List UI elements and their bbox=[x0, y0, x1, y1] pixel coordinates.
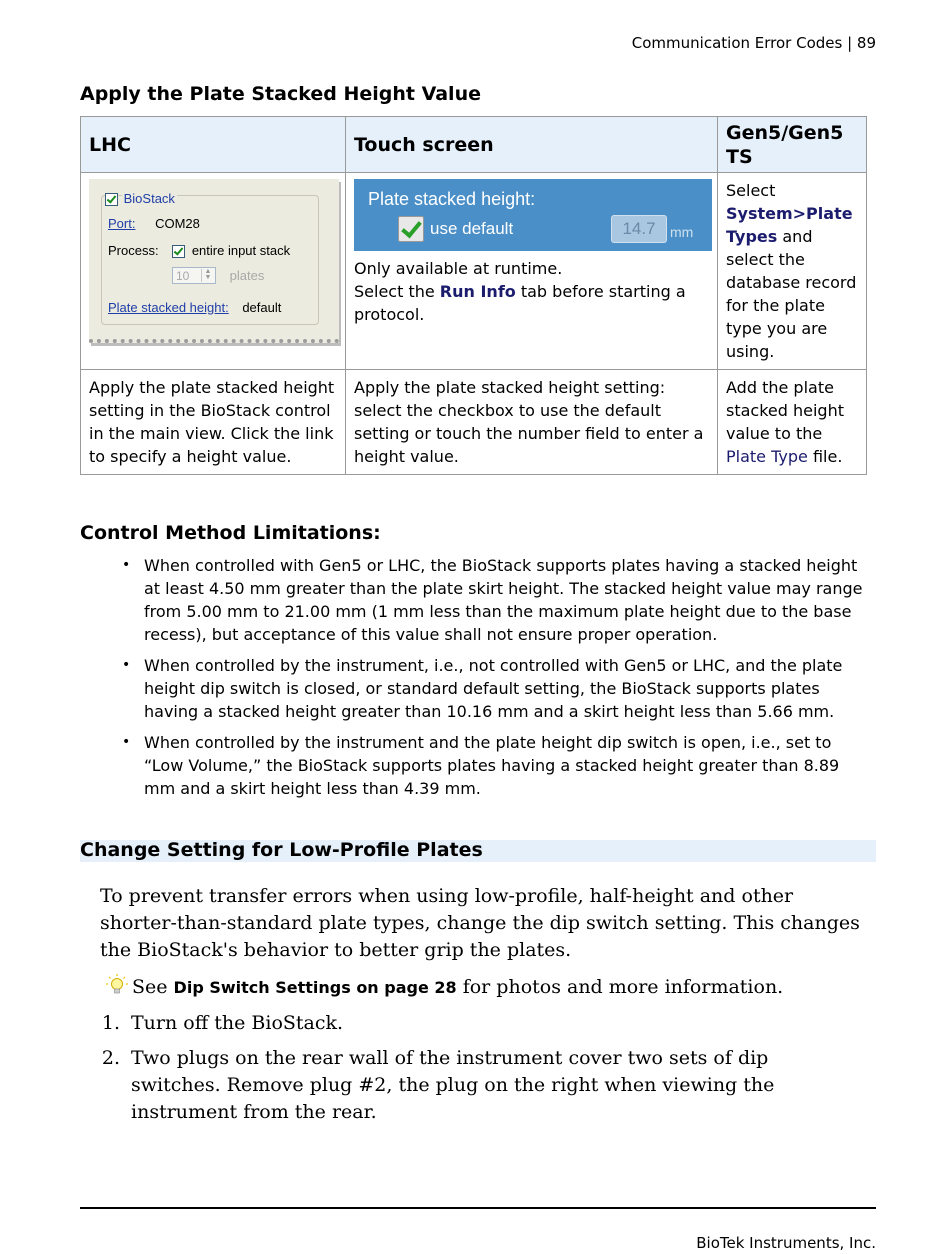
gen5-instructions-cell bbox=[718, 370, 867, 475]
list-item: • When controlled by the instrument, i.e., not controlled with Gen5 or LHC, and the plate height dip switch is closed, or standard default setting, the BioStack supports plates having a stacked height greater than 10.16 mm and a skirt height less than 5.66 mm. bbox=[122, 654, 874, 723]
spinner-arrows-icon[interactable]: ▲ ▼ bbox=[201, 269, 214, 282]
section-title-low-profile: Change Setting for Low-Profile Plates bbox=[80, 839, 483, 861]
lightbulb-icon bbox=[106, 974, 128, 996]
table-header-row bbox=[81, 117, 867, 173]
list-item: • When controlled with Gen5 or LHC, the BioStack supports plates having a stacked height at least 4.50 mm greater than the plate skirt height. The stacked height value may range from 5.00 mm to 21.00 mm (1 mm less than the maximum plate height due to the base recess), but acceptance of this value shall not ensure proper operation. bbox=[122, 554, 874, 646]
table-row bbox=[81, 370, 867, 475]
lhc-port-link[interactable]: Port: bbox=[108, 216, 136, 231]
tip-paragraph bbox=[106, 974, 876, 1001]
lhc-port-value: COM28 bbox=[155, 216, 200, 231]
gen5-cell bbox=[718, 173, 867, 370]
checkbox-checked-icon[interactable] bbox=[172, 245, 185, 258]
column-header-lhc: LHC bbox=[81, 117, 346, 173]
lhc-plate-stacked-height-value: default bbox=[242, 300, 282, 315]
use-default-checkbox-icon[interactable] bbox=[398, 216, 424, 242]
touch-note-text: Select the bbox=[354, 282, 440, 301]
lhc-plates-spinner[interactable] bbox=[172, 267, 216, 284]
touch-runtime-note: Only available at runtime. bbox=[354, 259, 563, 278]
run-info-link[interactable]: Run Info bbox=[439, 282, 516, 301]
list-item: • When controlled by the instrument and the plate height dip switch is open, i.e., set to “Low Volume,” the BioStack supports plates having a stacked height greater than 8.89 mm and a skirt height less than 4.39 mm. bbox=[122, 731, 874, 800]
lhc-plates-row bbox=[172, 264, 264, 287]
touch-unit-label: mm bbox=[670, 224, 694, 240]
low-profile-intro: To prevent transfer errors when using low-profile, half-height and other shorter-than-standard plate types, change the dip switch setting. This changes the BioStack's behavior to better grip the plates. bbox=[100, 885, 860, 961]
touch-height-number-field[interactable]: 14.7 bbox=[611, 215, 667, 243]
lhc-image-cell bbox=[81, 173, 346, 370]
dip-switch-settings-link[interactable]: Dip Switch Settings on page 28 bbox=[173, 978, 457, 997]
touch-use-default-label: use default bbox=[430, 219, 514, 238]
touch-panel-title: Plate stacked height: bbox=[368, 189, 536, 209]
lhc-plates-label: plates bbox=[229, 268, 265, 283]
table-row bbox=[81, 173, 867, 370]
column-header-gen5: Gen5/Gen5 TS bbox=[718, 117, 867, 173]
gen5-instructions-text: file. bbox=[807, 447, 843, 466]
lhc-plate-stacked-height-link[interactable]: Plate stacked height: bbox=[108, 300, 229, 315]
system-plate-types-link[interactable]: System>Plate Types bbox=[726, 204, 853, 246]
gen5-instructions-text: Add the plate stacked height value to the bbox=[726, 378, 844, 443]
section-title-plate-height: Apply the Plate Stacked Height Value bbox=[80, 83, 481, 105]
lhc-plates-value: 10 bbox=[176, 269, 190, 283]
plate-type-link[interactable]: Plate Type bbox=[726, 447, 808, 466]
running-header: Communication Error Codes | 89 bbox=[631, 34, 876, 52]
touch-instructions-cell: Apply the plate stacked height setting: select the checkbox to use the default setting or touch the number field to enter a height value. bbox=[346, 370, 718, 475]
footer-divider bbox=[80, 1207, 876, 1209]
section-title-limitations: Control Method Limitations: bbox=[80, 522, 381, 544]
footer-company: BioTek Instruments, Inc. bbox=[696, 1234, 876, 1252]
checkbox-checked-icon[interactable] bbox=[105, 193, 118, 206]
lhc-entire-input-stack-label: entire input stack bbox=[191, 243, 291, 258]
gen5-text: and select the database record for the plate type you are using. bbox=[726, 227, 857, 361]
limitations-list bbox=[122, 554, 874, 808]
column-header-touch-screen: Touch screen bbox=[346, 117, 718, 173]
lhc-instructions-cell: Apply the plate stacked height setting in the BioStack control in the main view. Click the link to specify a height value. bbox=[81, 370, 346, 475]
step-text: Turn off the BioStack. bbox=[131, 1012, 344, 1034]
step-number: 1. bbox=[101, 1012, 120, 1034]
lhc-biostack-row bbox=[105, 187, 177, 210]
touch-screen-cell bbox=[346, 173, 718, 370]
plate-height-table bbox=[80, 116, 867, 475]
tip-text: for photos and more information. bbox=[456, 976, 784, 998]
lhc-process-row bbox=[108, 239, 290, 262]
lhc-stacked-height-row bbox=[108, 296, 281, 319]
touch-run-info-note bbox=[354, 280, 709, 326]
tip-text: See bbox=[132, 976, 174, 998]
gen5-text: Select bbox=[726, 181, 776, 200]
step-text: Two plugs on the rear wall of the instrument cover two sets of dip switches. Remove plug #2, the plug on the right when viewing the instrument from the rear. bbox=[131, 1047, 775, 1123]
touch-note-text: tab before starting a protocol. bbox=[354, 282, 686, 324]
lhc-process-label: Process: bbox=[108, 243, 159, 258]
lhc-biostack-panel bbox=[89, 179, 339, 343]
lhc-biostack-label: BioStack bbox=[123, 191, 175, 206]
touch-screen-panel bbox=[354, 179, 712, 251]
step-number: 2. bbox=[101, 1047, 120, 1069]
lhc-port-row bbox=[108, 212, 200, 235]
